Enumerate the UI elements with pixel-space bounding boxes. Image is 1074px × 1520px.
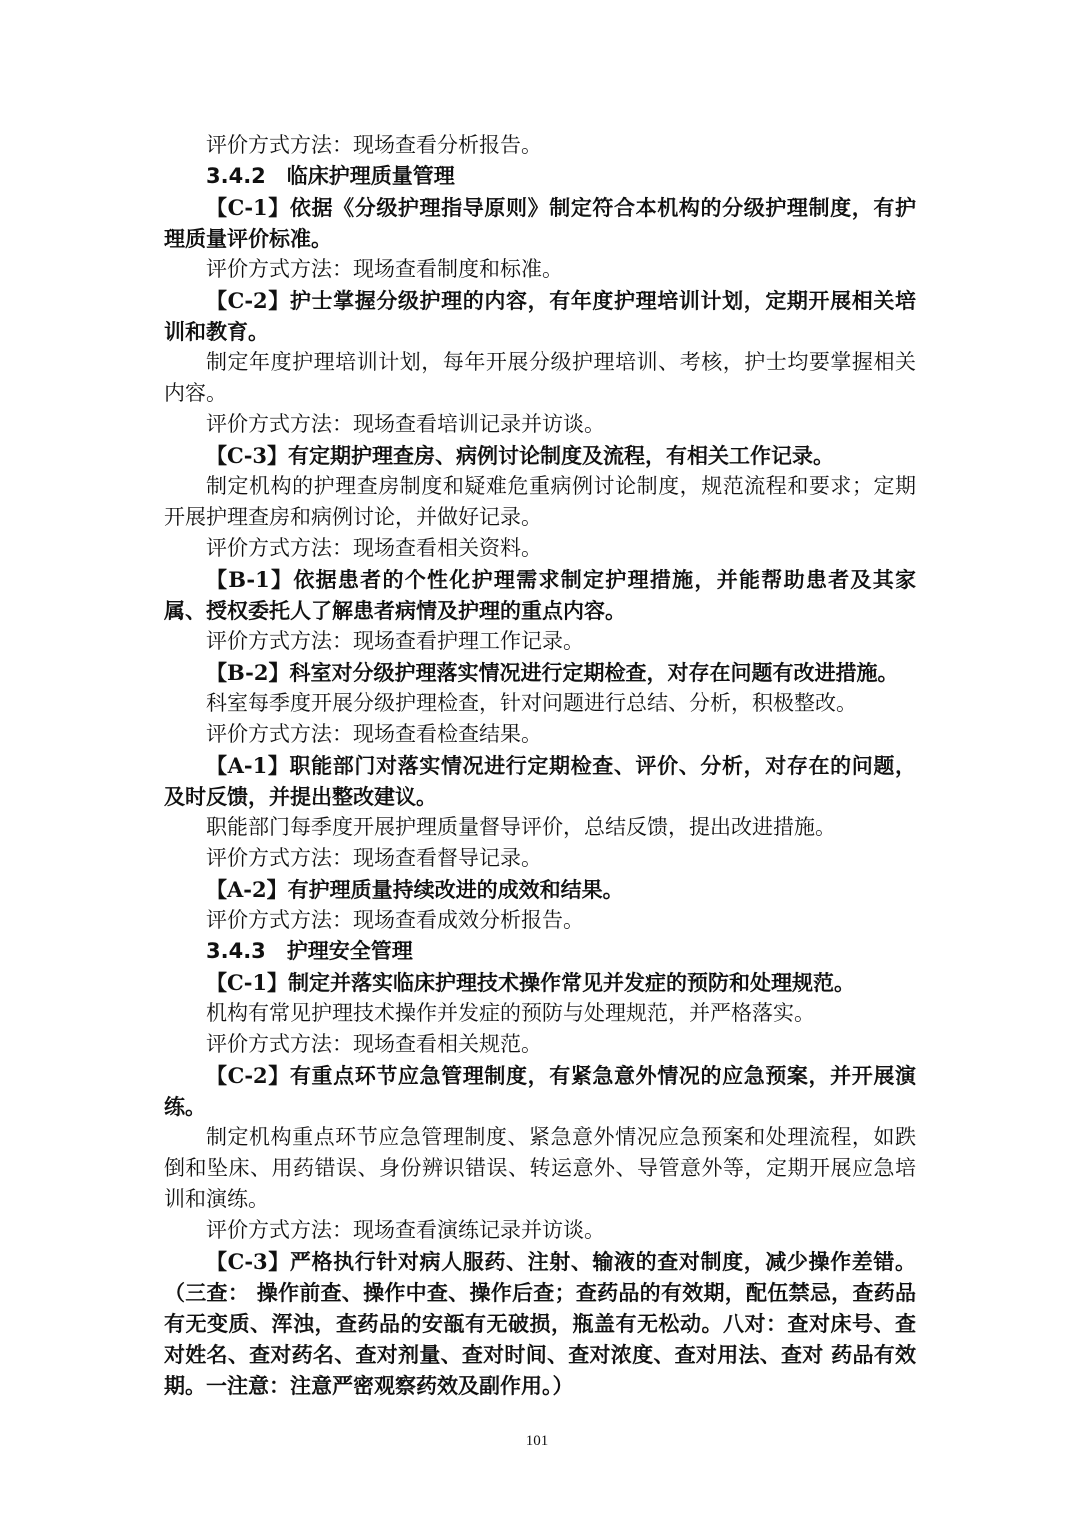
body-paragraph: 机构有常见护理技术操作并发症的预防与处理规范，并严格落实。 — [206, 1001, 815, 1025]
body-paragraph: 评价方式方法：现场查看演练记录并访谈。 — [206, 1218, 605, 1242]
criterion-paragraph: 【C-1】依据《分级护理指导原则》制定符合本机构的分级护理制度，有护理质量评价标准。 — [164, 195, 916, 251]
body-paragraph: 评价方式方法：现场查看分析报告。 — [206, 133, 542, 157]
criterion-paragraph: 【C-2】有重点环节应急管理制度，有紧急意外情况的应急预案，并开展演练。 — [164, 1063, 916, 1119]
body-paragraph: 制定机构重点环节应急管理制度、紧急意外情况应急预案和处理流程，如跌倒和坠床、用药错误、身份辨识错误、转运意外、导管意外等，定期开展应急培训和演练。 — [164, 1125, 916, 1211]
page-content — [164, 130, 916, 1401]
body-paragraph: 职能部门每季度开展护理质量督导评价，总结反馈，提出改进措施。 — [206, 815, 836, 839]
body-paragraph: 制定年度护理培训计划，每年开展分级护理培训、考核，护士均要掌握相关内容。 — [164, 350, 916, 405]
criterion-paragraph: 【C-1】制定并落实临床护理技术操作常见并发症的预防和处理规范。 — [206, 970, 856, 995]
body-paragraph: 评价方式方法：现场查看成效分析报告。 — [206, 908, 584, 932]
criterion-paragraph: 【C-2】护士掌握分级护理的内容，有年度护理培训计划，定期开展相关培训和教育。 — [164, 288, 916, 344]
page-number: 101 — [525, 1433, 549, 1449]
body-paragraph: 评价方式方法：现场查看相关规范。 — [206, 1032, 542, 1056]
criterion-paragraph: 【C-3】有定期护理查房、病例讨论制度及流程，有相关工作记录。 — [206, 443, 835, 468]
criterion-paragraph: 【B-2】科室对分级护理落实情况进行定期检查，对存在问题有改进措施。 — [206, 660, 899, 685]
body-paragraph: 评价方式方法：现场查看培训记录并访谈。 — [206, 412, 605, 436]
criterion-paragraph: 【A-2】有护理质量持续改进的成效和结果。 — [206, 877, 624, 902]
body-paragraph: 评价方式方法：现场查看制度和标准。 — [206, 257, 563, 281]
body-paragraph: 评价方式方法：现场查看相关资料。 — [206, 536, 542, 560]
section-heading: 3.4.3 护理安全管理 — [206, 939, 413, 963]
body-paragraph: 评价方式方法：现场查看护理工作记录。 — [206, 629, 584, 653]
body-paragraph: 评价方式方法：现场查看督导记录。 — [206, 846, 542, 870]
criterion-paragraph: 【B-1】依据患者的个性化护理需求制定护理措施，并能帮助患者及其家属、授权委托人了解患者病情及护理的重点内容。 — [164, 567, 916, 623]
criterion-paragraph: 【A-1】职能部门对落实情况进行定期检查、评价、分析，对存在的问题，及时反馈，并提出整改建议。 — [164, 753, 916, 809]
body-paragraph: 科室每季度开展分级护理检查，针对问题进行总结、分析，积极整改。 — [206, 691, 857, 715]
section-heading: 3.4.2 临床护理质量管理 — [206, 164, 455, 188]
criterion-paragraph: 【C-3】严格执行针对病人服药、注射、输液的查对制度，减少操作差错。（三查： 操作前查、操作中查、操作后查；查药品的有效期，配伍禁忌，查药品有无变质、浑浊，查药品的安瓿有无破损，瓶盖有无松动。八对：查对床号、查对姓名、查对药名、查对剂量、查对时间、查对浓度、查对用法、查对 药品有效期。一注意：注意严密观察药效及副作用。） — [164, 1249, 916, 1398]
body-paragraph: 评价方式方法：现场查看检查结果。 — [206, 722, 542, 746]
body-paragraph: 制定机构的护理查房制度和疑难危重病例讨论制度，规范流程和要求；定期开展护理查房和病例讨论，并做好记录。 — [164, 474, 916, 529]
